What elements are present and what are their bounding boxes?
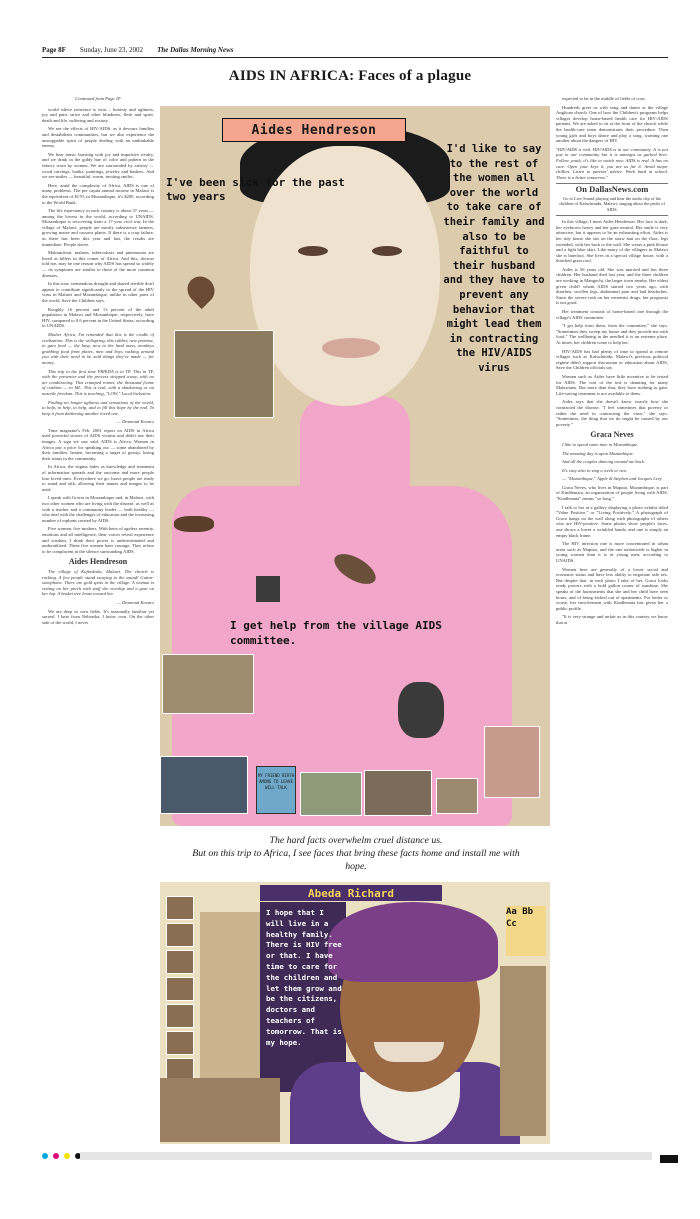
paragraph: Hundreds greet us with song and dance at the village Anglican church. One of how the Children's programs helps villages develop home-based health care for HIV/AIDS patients. We are asked to sit at the front of the church while the health-care team demonstrates their procedure. Then young girls and boys dance and play a song, warning one another about the dangers of HIV. xyxy=(556,104,668,144)
cyan-dot-icon xyxy=(42,1153,48,1159)
paragraph: And all the couples dancing around me back. xyxy=(562,459,646,465)
paragraph: HIV/AIDS has had plenty of time to spread to remote villages such as Kafuchinidu. Malawi's previous political regime didn't support discussion or education about AIDS, Save the Children officials say. xyxy=(556,348,668,371)
left-paragraphs-1 xyxy=(42,107,154,329)
paragraph: It's easy also to sing a week or two. xyxy=(562,467,628,473)
left-italic-paragraphs xyxy=(42,332,154,416)
paragraph: Roughly 16 percent and 13 percent of the adult population in Malawi and Mozambique, respectively, have HIV, compared to 0.6 percent in the United States, according to UNAIDS. xyxy=(42,306,154,329)
paragraph: I like to spend some time in Mozambique. xyxy=(562,441,639,447)
thumb-photo xyxy=(166,1031,194,1055)
paragraph: Graca Neves, who lives in Maputo, Mozambique, is part of Kindlemaia, an organization of people living with AIDS. "Kindlemaia" means "so-long." xyxy=(556,484,668,502)
paragraph: The village of Kufindeula, Malawi. The church is rocking. A few people stand swaying to the sound! Guitar-saxophone. There are gold spots in the village. A woman is resting on her porch with stuff she worship and a goat on her lap. A basket tree leans toward her. xyxy=(42,568,154,597)
issue-date: Sunday, June 23, 2002 xyxy=(79,46,144,54)
paragraph: Aides is 56 years old. She was married and has three children. Her husband died last year, and the three children are working in Mangochi, the larger town nearby. Her eldest given child! whom AIDS started two years ago, with diarrhea, swollen legs, abdominal pain and bad headaches. Since the severe rash on her extremist drugs, her prognosis is not good. xyxy=(556,266,668,306)
paragraph: The amazing day is upon Mozambique. xyxy=(562,450,634,456)
name-label-aides: Aides Hendreson xyxy=(222,118,406,142)
paragraph: Malnutrition, malaria, tuberculosis and pneumonia are listed as killers in this comer of Africa. And this, doctors told me, may be one reason why AIDS has spread so widely — its symptoms are similar to those of the more common diseases. xyxy=(42,250,154,278)
photo-committee xyxy=(162,654,254,714)
left-paragraphs-2 xyxy=(42,428,154,554)
photo-woman-portrait xyxy=(484,726,540,798)
byline-2: — Desmond Kovacs xyxy=(116,599,154,605)
quote-advice: I'd like to say to the rest of the women all over the world to take care of their family and also to be faithful to their husband and they have to prevent any behavior that might lead them in contracting the HIV/AIDS virus xyxy=(443,143,545,374)
paragraph: world where existence is exist – honesty and ugliness, joy and pain, strive and other blindness, flesh and spirit, death and life, suffering and ecstasy. xyxy=(42,106,154,123)
artwork-caption xyxy=(186,834,526,873)
portrait-collage-abeda xyxy=(160,882,550,1144)
quote-committee: I get help from the village AIDS committee. xyxy=(230,619,442,647)
left-italic-paragraphs-2 xyxy=(42,569,154,597)
paragraph: We are deep in corn fields. It's seasonally familiar yet surreal. I hear from Nebraska, I know corn. On the other side of the world, I never xyxy=(42,608,154,625)
paragraph: Here, amid the complexity of Africa, AIDS is one of many problems. The per capita annual income in Malawi is the equivalent of $170, in Mozambique, it's $200, according to the World Bank. xyxy=(42,182,154,205)
divider xyxy=(556,215,668,216)
online-head: On DallasNews.com xyxy=(575,184,649,195)
paragraph: Five women, five mothers. With heirs of ageless serenity, emotions and all intelligence, their voices reveal experience and wisdom. I think their power is underestimated and underutilized. These five women have courage. They refuse to be complacent in the silence surrounding AIDS. xyxy=(42,526,154,554)
photo-hut xyxy=(436,778,478,814)
footer-bar xyxy=(80,1152,652,1160)
right-italic-box: "HIV/AIDS is real. HIV/AIDS is in our community. It is not just in our community but it is amongst us garbed here. Follow youth, it's like to watch now. AIDS is real. It has no cure. Open your keys it, you are as far it. Avoid major chillies. Listen to parents' advice. Work hard in school. There is a better tomorrow." xyxy=(556,146,668,180)
mask-pendant-icon xyxy=(398,682,444,738)
paragraph: In this village, I meet Aides Hendreson. Her face is dark, her eyebrows heavy and her gaze neutral. Her smile is very attractive, but it appears to be an exhausting effort. Aides is her tidy house she sits on the straw mat on the floor, legs extended, with her back to the wall. She wears a pink blouse and a light blue skirt. Like many of the villagers in Malawi she is barefoot. She lives in a special village house, with a thatched grass roof. xyxy=(556,219,668,264)
page-headline: AIDS IN AFRICA: Faces of a plague xyxy=(228,68,472,84)
magenta-dot-icon xyxy=(53,1153,59,1159)
right-column xyxy=(556,96,668,629)
left-column xyxy=(42,96,154,628)
thumb-photo xyxy=(166,923,194,947)
folio-line xyxy=(42,44,668,56)
right-paragraphs-3 xyxy=(556,485,668,626)
paragraph: I talk to her at a gallery displaying a photo exhibit titled "Value Positive," or "Living Positively." A photograph of Graca hangs on the wall along with photographs of others who are HIV-positive. Some photos show people's faces, one shows a lower a wrinkled hands, and one is simply an empty black frame. xyxy=(556,504,668,538)
yellow-dot-icon xyxy=(64,1153,70,1159)
photo-road xyxy=(364,770,432,816)
paragraph: — "Mozambique," Apple & Stephen and Jacques Levy xyxy=(562,476,662,482)
paragraph: Finding no longer ugliness and sensations of the world, to help, to help, to help, and to fill this hope by the end. To keep it from darkening another loved one. xyxy=(42,399,154,416)
name-label-abeda: Abeda Richard xyxy=(260,885,442,901)
left-paragraphs-3 xyxy=(42,609,154,626)
thumb-photo xyxy=(166,977,194,1001)
quote-hope: I hope that I will live in a healthy family. There is HIV free or that. I have time to care for the children and let them grow and be the citizens, doctors and teachers of tomorrow. That is my hope. xyxy=(266,908,342,1047)
online-promo: Go to Live Sound playing and hear the audio clip of the children of Kafuchinidu, Malawi, singing about the perils of AIDS. xyxy=(559,195,665,212)
paragraph: The life expectancy in each country is about 37 years — among the lowest in the world, according to UNAIDS. Mozambique is recovering from a 17-year civil war. In the village of Malawi, people are mostly subsistence farmers, growing maize and cassava plants. If there is a crop failure, as there has been this year and last, the results are immediate. People starve. xyxy=(42,208,154,247)
right-eye xyxy=(372,246,402,256)
paragraph: Women here are generally of a lower social and economic status and have less ability to negotiate safe sex. But despite that, in each photo I take of her, Graca looks ready powers with a bold gallon corner of sunshine. She speaks of the harassments that she and her child have seen hours, and of being kicked out of apartments. For better or worse, her involvement with Kindlemaia has given her a public profile. xyxy=(556,566,668,611)
paragraph: I speak with Gracia in Mozambique and, in Malawi, with two other women who are living with the disease, as well as with a teacher and a community leader — both healthy — who deal with the challenges of education and the increasing number of orphans created by AIDS. xyxy=(42,495,154,523)
page-number: Page 8F xyxy=(42,46,66,54)
paragraph: We hear music bursting with joy and impulsive rivalry, and we drink in the giddy hue of color and pattern in the fabrics worn by women. We are surrounded by artistry — wood carvings, batiks, paintings, jewelry and baskets. And we see smiles — beautiful, warm, inviting smiles. xyxy=(42,151,154,180)
animal-pendant-icon xyxy=(174,516,214,532)
paragraph: "It is very strange and unfair as in this country we know that at xyxy=(556,614,668,625)
left-eye xyxy=(298,246,328,256)
section-head-aides: Aides Hendreson xyxy=(68,557,128,567)
lips xyxy=(322,338,380,358)
newspaper-name: The Dallas Morning News xyxy=(157,46,234,54)
paragraph: Women such as Aides have little incentive to be tested for AIDS. The cost of the test is daunting for many Malawians. But more than that, they have nothing to gain. Life-saving treatment is not available to them. xyxy=(556,373,668,396)
paragraph: In Africa, the stigma fades as knowledge and treatment of information spreads and the outcome and more people lose loved ones. Everywhere we go, brave people are ready to stand and talk, allowing their names and images to be used. xyxy=(42,464,154,492)
paragraph: This trip in the first time FRIEDA is in TF. This in TF, with the presenter and the process stripped away, with no air conditioning. This cramped rooms, the thousand frame of cushion — in ML. This is real, with a shadowing or an unsettle freedom. This is teaching, "LOW," Local Inclusion. xyxy=(42,368,154,396)
portrait-collage-aides xyxy=(160,106,550,826)
paragraph: Aides says that she doesn't know exactly how she contracted the disease. "I feel sometimes that poverty or rather the need in contracting the virus," she says. "Sometimes, the thing that we do might be caused by our poverty." xyxy=(556,399,668,427)
photo-strip-right xyxy=(500,966,546,1136)
color-registration xyxy=(42,1153,81,1159)
registration-block xyxy=(660,1155,678,1163)
thumb-photo xyxy=(166,1004,194,1028)
photo-group-bottom xyxy=(160,1078,280,1142)
right-paragraphs-2 xyxy=(556,219,668,427)
thumb-photo xyxy=(166,950,194,974)
alphabet-card: Aa Bb Cc xyxy=(506,906,546,956)
paragraph: The HIV infection rate is more concentrated in urban areas such as Maputo, and the rate nationwide is higher in young women than it is in young men, according to UNAIDS. xyxy=(556,541,668,563)
paragraph: Mother Africa, I'm reminded that this is the cradle of civilization. This is the wellspring, this rubber, new promise, to gain food — the busy, new to the land mass, monkeys grabbing food from plates, men and boys rushing around you with their need to be sold things they've made — for money. xyxy=(42,331,154,365)
thumb-photo xyxy=(166,896,194,920)
sign-board: MY FRIEND BIRTH AMONG TO LEAVE WILL TALK xyxy=(256,766,296,814)
folio-rule xyxy=(42,57,668,58)
continued-line: Continued from Page 1F xyxy=(75,96,121,101)
charm-pendant-icon xyxy=(256,576,280,602)
section-head-graca: Graca Neves xyxy=(590,430,634,440)
byline-1: — Desmond Kovacs xyxy=(116,419,154,425)
smile xyxy=(374,1042,444,1062)
quote-sick: I've been sick for the past two years xyxy=(166,176,345,203)
photo-trees xyxy=(300,772,362,816)
right-italic-lines xyxy=(556,442,668,482)
caption-line-2: But on this trip to Africa, I see faces that bring these facts home and install me with hope. xyxy=(192,848,520,872)
paragraph: "I get help from them, from the committee," she says. "Sometimes they sweep my house and they provide me with food." The wellbeing in the needled it is an extreme place. At times, her children come to help her. xyxy=(556,323,668,345)
head-scarf xyxy=(328,902,498,982)
paragraph: Her treatment consists of home-based care through the village's AIDS committee. xyxy=(556,309,668,320)
paragraph: In this tone, tremendous drought and shared terrible don't appear to contribute significantly to the spread of the HIV virus in Malawi and Mozambique, unlike in other parts of the world, Save the Children says. xyxy=(42,281,154,303)
paragraph: Time magazine's Feb. 2001 report on AIDS in Africa used powerful stories of AIDS victims and didn't use their images. A sign we saw said, AIDS is Africa. Women in Africa pay a price for speaking out — some abandoned by their families, beaten, becoming a target of gossip, losing their status in the community. xyxy=(42,427,154,461)
photo-village-women xyxy=(174,330,274,418)
right-paragraphs-1 xyxy=(556,96,668,144)
caption-line-1: The hard facts overwhelm cruel distance us. xyxy=(269,835,443,846)
paragraph: We see the effects of HIV/AIDS, as it devours families and destabilizes communities, but we also experience the unstoppable spirit of people dealing with an unthinkable enemy. xyxy=(42,126,154,149)
paragraph: expected to be in the middle of fields of corn. xyxy=(562,96,646,101)
photo-sunset xyxy=(160,756,248,814)
